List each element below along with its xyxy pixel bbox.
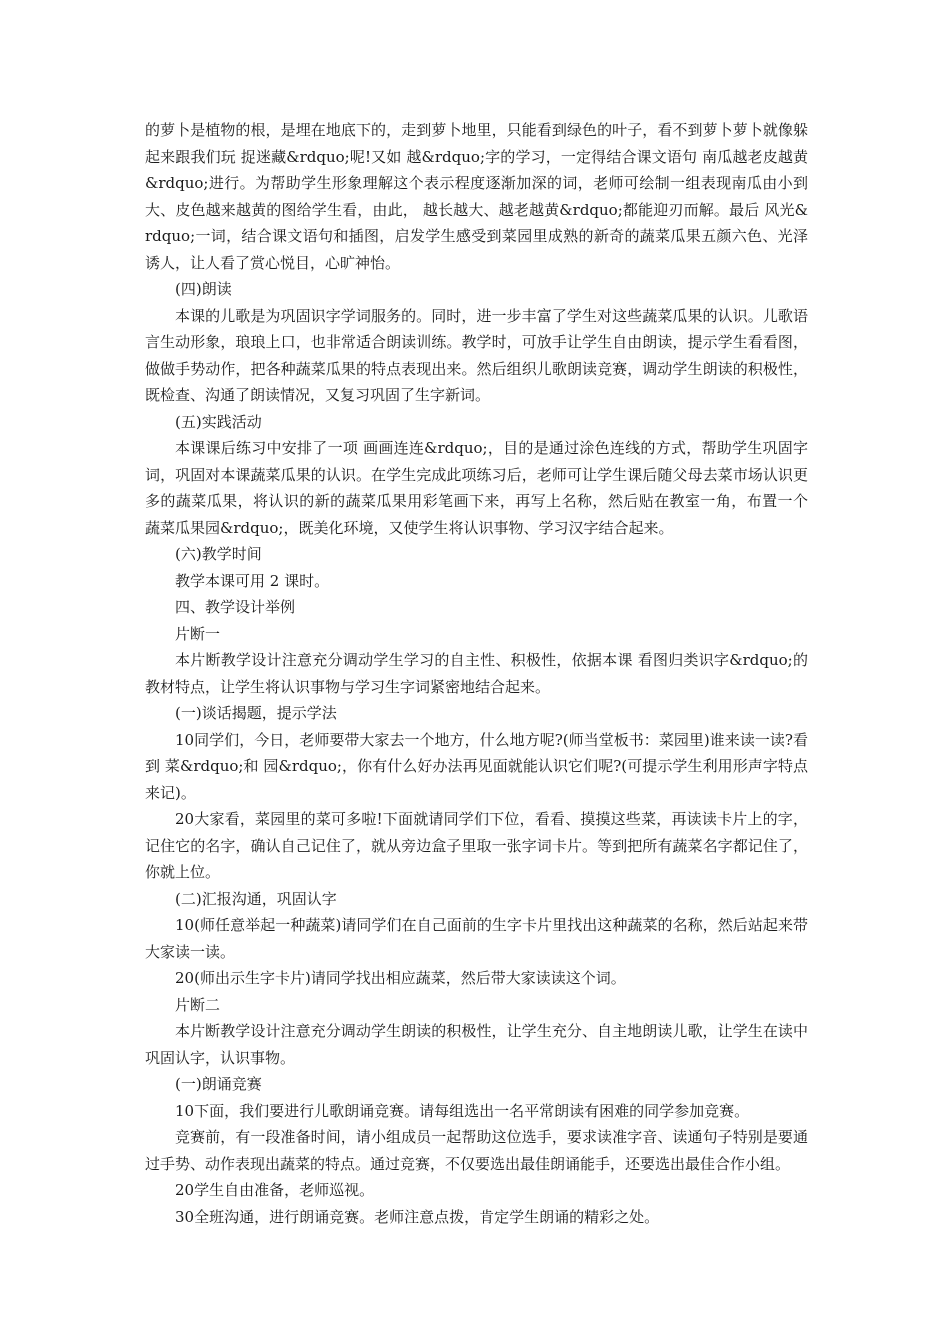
section-heading-design-examples: 四、教学设计举例 bbox=[175, 598, 296, 616]
paragraph-report-step-2: 20(师出示生字卡片)请同学找出相应蔬菜，然后带大家读读这个词。 bbox=[175, 969, 626, 987]
section-heading-time: (六)教学时间 bbox=[175, 545, 262, 563]
section-heading-reading: (四)朗读 bbox=[175, 280, 232, 298]
paragraph-time: 教学本课可用 2 课时。 bbox=[175, 571, 330, 590]
paragraph-reading: 本课的儿歌是为巩固识字学词服务的。同时，进一步丰富了学生对这些蔬菜瓜果的认识。儿歌语言生动形象，琅琅上口，也非常适合朗读训练。教学时，可放手让学生自由朗读，提示学生看看图，做做手势动作，把各种蔬菜瓜果的特点表现出来。然后组织儿歌朗读竞赛，调动学生朗读的积极性，既检查、沟通了朗读情况，又复习巩固了生字新词。 bbox=[145, 306, 808, 404]
subheading-recitation-contest: (一)朗诵竞赛 bbox=[175, 1075, 262, 1093]
fragment-heading-two: 片断二 bbox=[175, 995, 221, 1014]
paragraph-practice: 本课课后练习中安排了一项 画画连连&rdquo;，目的是通过涂色连线的方式，帮助学生巩固字词，巩固对本课蔬菜瓜果的认识。在学生完成此项练习后，老师可让学生课后随父母去菜市场认识更多的蔬菜瓜果，将认识的新的蔬菜瓜果用彩笔画下来，再写上名称，然后贴在教室一角，布置一个 蔬菜瓜果园&rdquo;，既美化环境，又使学生将认识事物、学习汉字结合起来。 bbox=[145, 439, 808, 537]
section-heading-practice: (五)实践活动 bbox=[175, 412, 262, 431]
paragraph-step-1: 10同学们，今日，老师要带大家去一个地方，什么地方呢?(师当堂板书：菜园里)谁来读一读?看到 菜&rdquo;和 园&rdquo;，你有什么好办法再见面就能认识它们呢?(可提示学生利用形声字特点来记)。 bbox=[145, 730, 808, 802]
fragment-heading-one: 片断一 bbox=[175, 624, 221, 643]
paragraph-fragment-one-intro: 本片断教学设计注意充分调动学生学习的自主性、积极性，依据本课 看图归类识字&rdquo;的教材特点，让学生将认识事物与学习生字词紧密地结合起来。 bbox=[145, 651, 808, 696]
paragraph-step-2: 20大家看，菜园里的菜可多啦!下面就请同学们下位，看看、摸摸这些菜，再读读卡片上的字，记住它的名字，确认自己记住了，就从旁边盒子里取一张字词卡片。等到把所有蔬菜名字都记住了，你就上位。 bbox=[145, 810, 808, 881]
subheading-talk-intro: (一)谈话揭题，提示学法 bbox=[175, 704, 337, 722]
paragraph-vocab-explanation: 的萝卜是植物的根，是埋在地底下的，走到萝卜地里，只能看到绿色的叶子，看不到萝卜萝卜就像躲起来跟我们玩 捉迷藏&rdquo;呢!又如 越&rdquo;字的学习，一定得结合课文语句 南瓜越老皮越黄&rdquo;进行。为帮助学生形象理解这个表示程度逐渐加深的词，老师可绘制一组表现南瓜由小到大、皮色越来越黄的图给学生看，由此， 越长越大、越老越黄&rdquo;都能迎刃而解。最后 风光&rdquo;一词，结合课文语句和插图，启发学生感受到菜园里成熟的新奇的蔬菜瓜果五颜六色、光泽诱人，让人看了赏心悦目，心旷神怡。 bbox=[145, 121, 808, 272]
paragraph-contest-step-3: 30全班沟通，进行朗诵竞赛。老师注意点拨，肯定学生朗诵的精彩之处。 bbox=[175, 1207, 660, 1226]
document-body bbox=[145, 117, 808, 1230]
paragraph-contest-preparation: 竞赛前，有一段准备时间，请小组成员一起帮助这位选手，要求读准字音、读通句子特别是要通过手势、动作表现出蔬菜的特点。通过竞赛，不仅要选出最佳朗诵能手，还要选出最佳合作小组。 bbox=[145, 1128, 808, 1173]
paragraph-contest-step-1: 10下面，我们要进行儿歌朗诵竞赛。请每组选出一名平常朗读有困难的同学参加竞赛。 bbox=[175, 1101, 750, 1120]
subheading-report-exchange: (二)汇报沟通，巩固认字 bbox=[175, 889, 337, 908]
paragraph-fragment-two-intro: 本片断教学设计注意充分调动学生朗读的积极性，让学生充分、自主地朗读儿歌，让学生在读中巩固认字，认识事物。 bbox=[145, 1022, 808, 1067]
paragraph-report-step-1: 10(师任意举起一种蔬菜)请同学们在自己面前的生字卡片里找出这种蔬菜的名称，然后站起来带大家读一读。 bbox=[145, 916, 808, 961]
paragraph-contest-step-2: 20学生自由准备，老师巡视。 bbox=[175, 1181, 375, 1199]
